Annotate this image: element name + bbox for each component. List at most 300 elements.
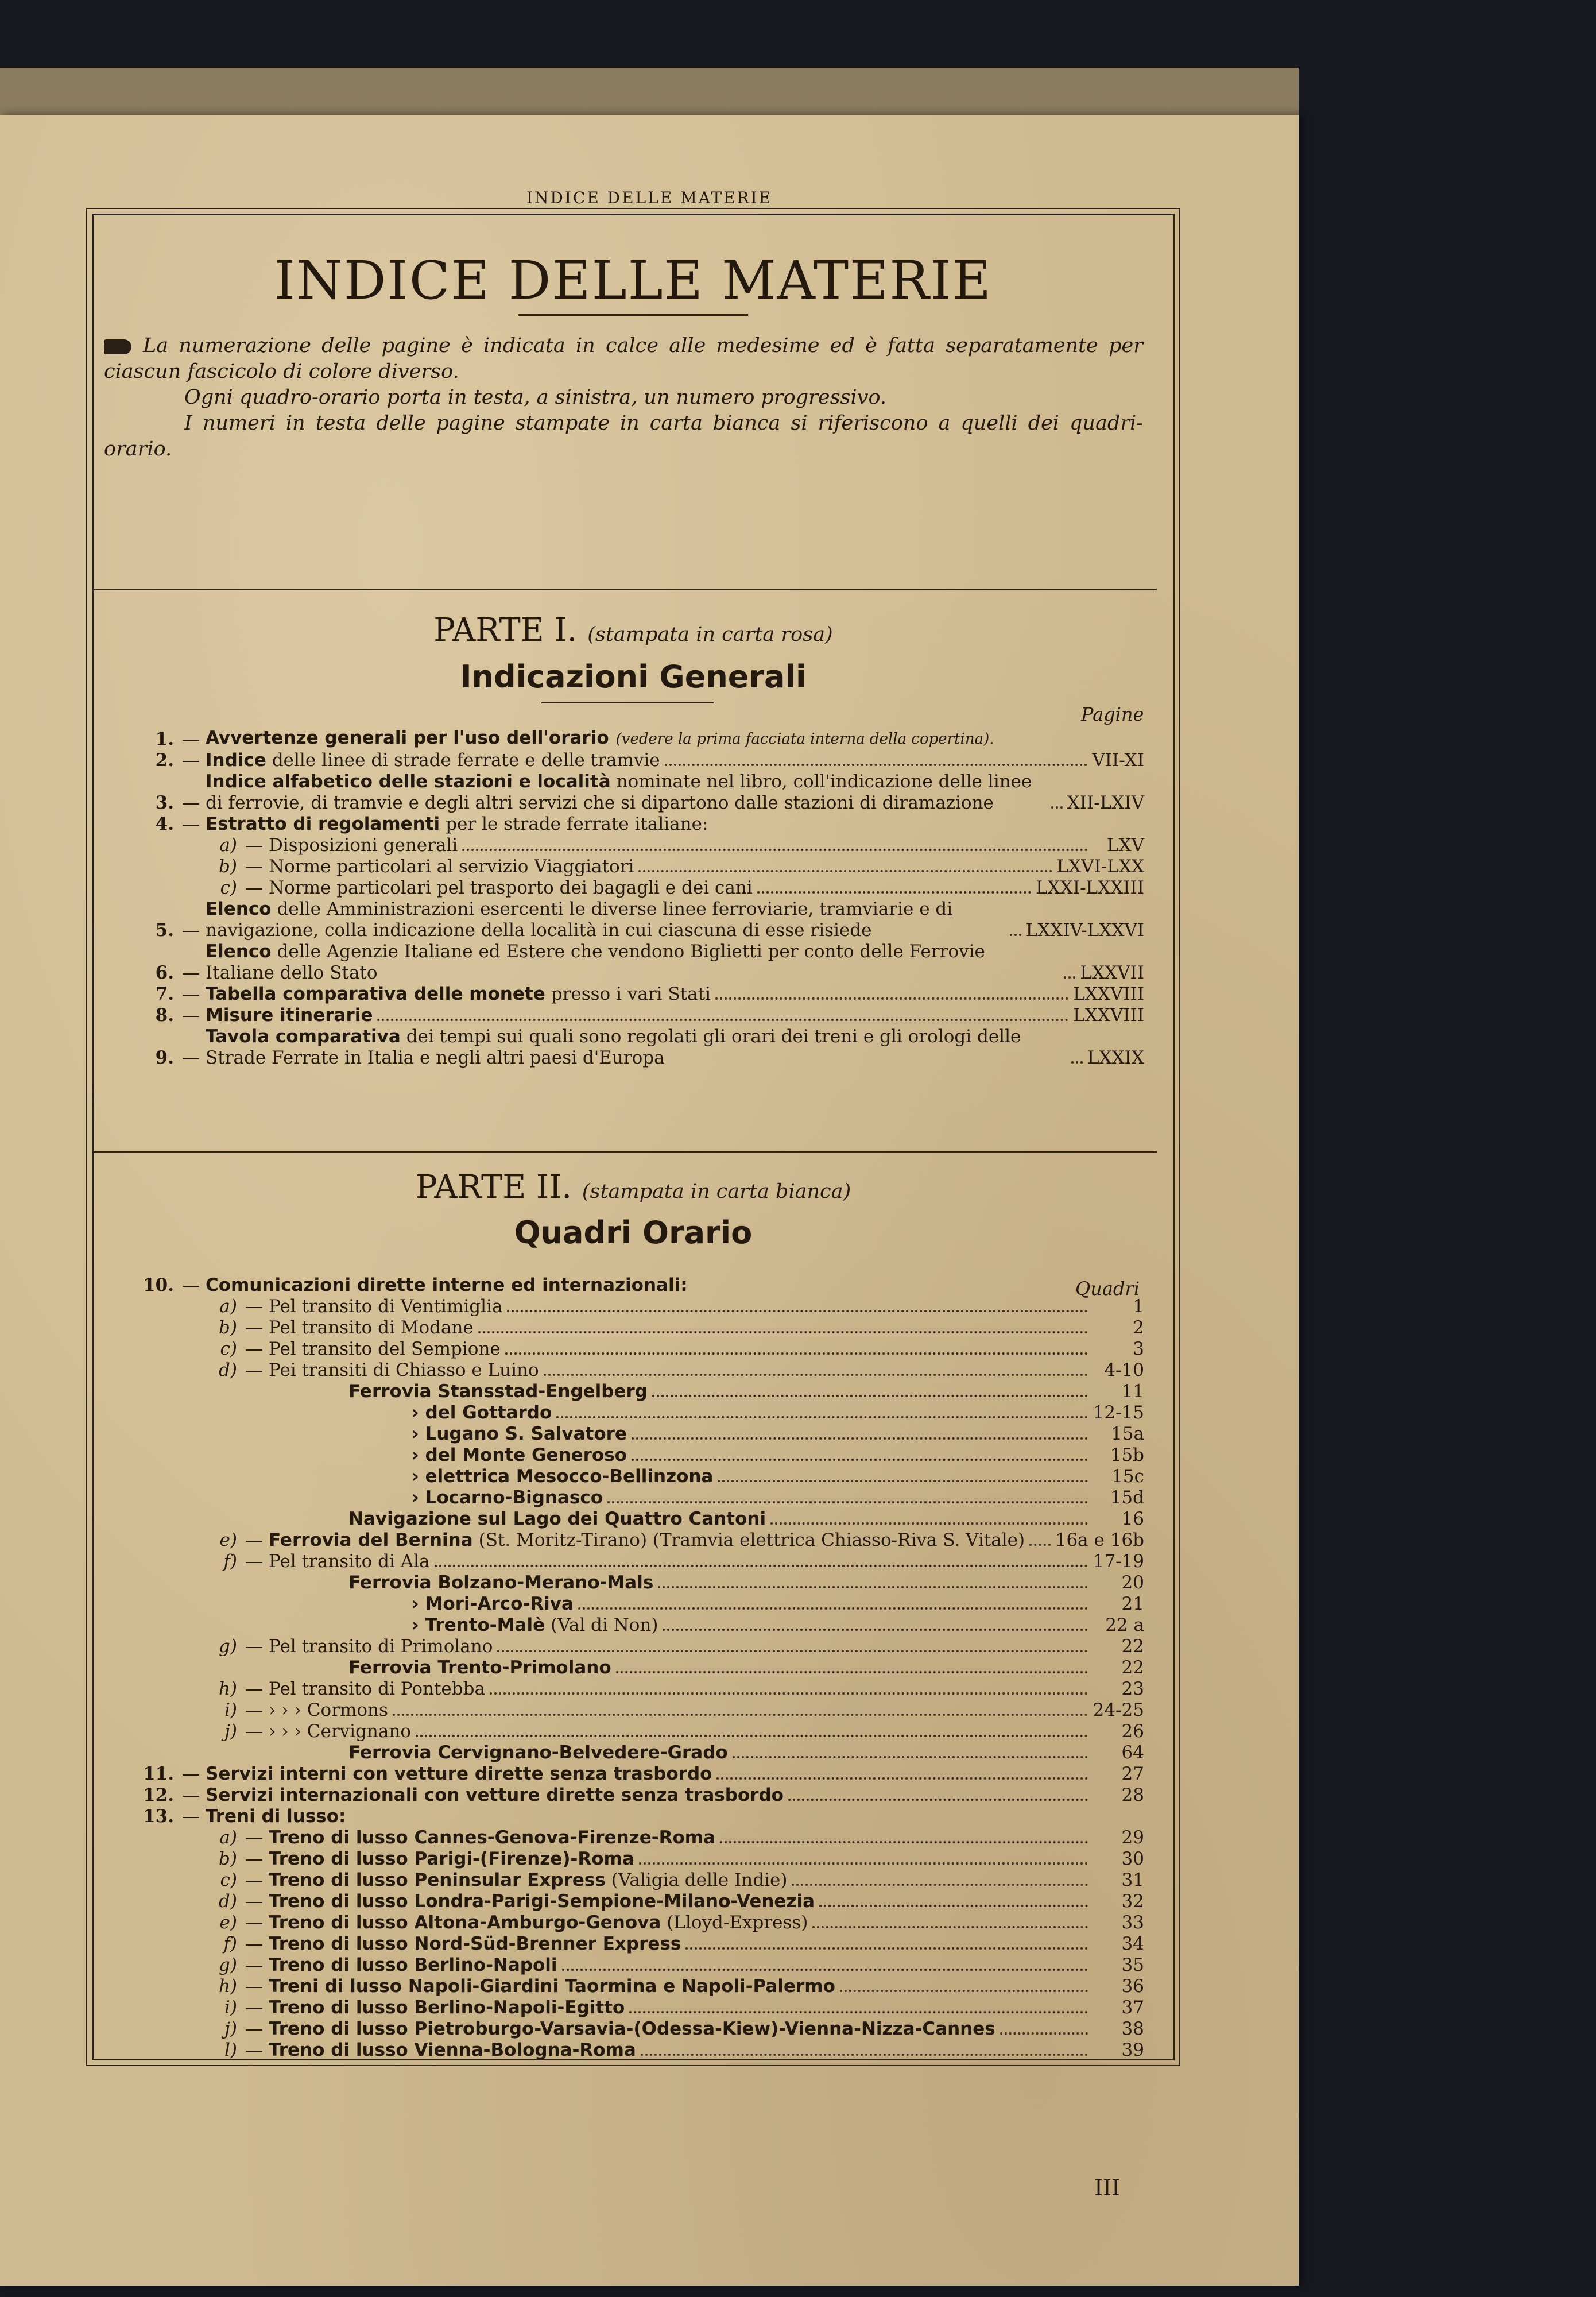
entry-number: c) [220, 1870, 237, 1890]
note-line-3: I numeri in testa delle pagine stampate in carta bianca si riferiscono a quelli dei quadri-orario. [104, 412, 1143, 461]
entry-body [269, 1870, 1093, 1891]
index-entry [94, 1827, 1144, 1849]
entry-text [269, 1317, 474, 1339]
part2-col-head: Quadri [1075, 1278, 1140, 1300]
dot-leader [435, 1565, 1088, 1567]
entry-body [269, 1827, 1093, 1849]
dot-leader [478, 1331, 1088, 1333]
entry-plain-text: presso i vari Stati [551, 984, 711, 1004]
entry-body [348, 1381, 1093, 1402]
entry-page-ref: LXXVIII [1073, 984, 1144, 1004]
entry-page-ref: 32 [1121, 1891, 1144, 1912]
entry-number: a) [219, 1296, 237, 1317]
entry-dash: — [245, 856, 263, 877]
index-entry [94, 2040, 1144, 2061]
index-entry [94, 1381, 1144, 1402]
entry-plain-text: (Val di Non) [551, 1615, 658, 1635]
part1-entries [94, 728, 1144, 1069]
entry-page-ref: 38 [1121, 2018, 1144, 2039]
entry-page-ref: 21 [1121, 1594, 1144, 1614]
entry-bold-text: › Trento-Malè [412, 1615, 545, 1635]
entry-number: c) [220, 877, 237, 898]
part2-section-title: Quadri Orario [514, 1215, 753, 1251]
dot-leader [629, 2011, 1088, 2013]
entry-page-ref: LXXIV-LXXVI [1025, 920, 1144, 941]
entry-body [269, 1912, 1093, 1933]
entry-dash: — [245, 1551, 263, 1572]
entry-text [269, 1339, 501, 1360]
entry-text [269, 1700, 388, 1721]
entry-number: i) [224, 1700, 237, 1720]
dot-leader [1051, 806, 1063, 809]
entry-dash: — [245, 877, 263, 898]
entry-page-ref: 2 [1133, 1317, 1144, 1338]
entry-number: h) [218, 1976, 237, 1997]
entry-text [269, 1296, 502, 1317]
index-entry [94, 856, 1144, 877]
index-entry [94, 941, 1144, 984]
dot-leader [685, 1947, 1088, 1950]
index-entry [94, 1026, 1144, 1069]
entry-body [206, 984, 1073, 1005]
entry-text [206, 814, 708, 835]
dot-leader [505, 1352, 1088, 1355]
entry-page-ref: LXXIX [1087, 1047, 1144, 1068]
entry-page-ref: 28 [1121, 1785, 1144, 1805]
dot-leader [792, 1884, 1088, 1886]
entry-dash: — [182, 814, 200, 834]
entry-bold-text: Treno di lusso Vienna-Bologna-Roma [269, 2040, 636, 2060]
entry-text [348, 1509, 766, 1530]
dot-leader [1029, 1544, 1051, 1546]
index-entry [94, 877, 1144, 899]
entry-text [269, 1827, 715, 1849]
entry-number: e) [219, 1530, 237, 1550]
index-entry [94, 1785, 1144, 1806]
entry-plain-text: delle Agenzie Italiane ed Estere che vendono Biglietti per conto delle Ferrovie Italiane dello Stato [206, 941, 985, 983]
entry-plain-text: Pel transito di Ventimiglia [269, 1296, 503, 1317]
index-entry [94, 1594, 1144, 1615]
entry-text [206, 1026, 1067, 1069]
entry-body [269, 1317, 1093, 1339]
entry-body [206, 771, 1067, 814]
dot-leader [1010, 934, 1021, 936]
entry-dash: — [182, 984, 200, 1004]
dot-leader [562, 1969, 1088, 1971]
dot-leader [733, 1756, 1088, 1758]
title-divider [518, 314, 748, 316]
entry-number: b) [219, 1317, 237, 1338]
entry-page-ref: 1 [1133, 1296, 1144, 1317]
index-entry [94, 1721, 1144, 1742]
index-entry [94, 1402, 1144, 1424]
pointing-hand-icon [104, 339, 131, 354]
entry-number: g) [219, 1636, 237, 1657]
entry-body [269, 1997, 1093, 2018]
index-entry [94, 1360, 1144, 1381]
dot-leader [507, 1310, 1088, 1312]
entry-bold-text: › del Monte Generoso [412, 1445, 627, 1465]
entry-page-ref: XII-LXIV [1067, 792, 1144, 813]
dot-leader [544, 1374, 1088, 1376]
entry-body [269, 1360, 1093, 1381]
index-entry [94, 1912, 1144, 1933]
part1-col-head: Pagine [1081, 703, 1144, 725]
entry-body [269, 1933, 1093, 1955]
entry-number: 3. [155, 792, 174, 813]
entry-text [206, 750, 660, 771]
dot-leader [715, 997, 1068, 1000]
entry-body [269, 2040, 1093, 2061]
index-entry [94, 1275, 1144, 1296]
dot-leader [377, 1019, 1068, 1021]
entry-dash: — [182, 920, 200, 941]
index-entry [94, 899, 1144, 941]
divider-2 [94, 1151, 1157, 1153]
entry-number: b) [219, 1849, 237, 1869]
entry-bold-text: Indice alfabetico delle stazioni e località [206, 771, 611, 792]
index-entry [94, 1339, 1144, 1360]
entry-body [269, 1976, 1093, 1997]
entry-text [269, 856, 634, 877]
entry-body [206, 814, 1093, 835]
dot-leader [658, 1586, 1088, 1588]
dot-leader [416, 1735, 1088, 1737]
entry-number: 8. [155, 1005, 174, 1026]
entry-text [348, 1487, 603, 1509]
dot-leader [1071, 1061, 1083, 1064]
dot-leader [641, 2054, 1088, 2056]
entry-page-ref: 15d [1110, 1487, 1144, 1508]
entry-dash: — [245, 1636, 263, 1657]
entry-body [348, 1402, 1093, 1424]
entry-text [269, 2018, 995, 2040]
dot-leader [632, 1437, 1088, 1440]
entry-text [269, 1679, 485, 1700]
index-entry [94, 1466, 1144, 1487]
entry-text [348, 1615, 658, 1636]
entry-page-ref: 15b [1110, 1445, 1144, 1465]
entry-dash: — [182, 729, 200, 749]
entry-plain-text: Pei transiti di Chiasso e Luino [269, 1360, 539, 1380]
index-entry [94, 1551, 1144, 1572]
entry-bold-text: Treni di lusso: [206, 1806, 346, 1827]
entry-text [269, 1955, 557, 1976]
index-entry [94, 835, 1144, 856]
entry-dash: — [245, 1891, 263, 1912]
entry-bold-text: Ferrovia Cervignano-Belvedere-Grado [348, 1742, 728, 1763]
entry-page-ref: LXXVIII [1073, 1005, 1144, 1026]
entry-dash: — [245, 1997, 263, 2018]
entry-dash: — [182, 962, 200, 983]
note-line-1: La numerazione delle pagine è indicata in calce alle medesime ed è fatta separatamente per ciascun fascicolo di colore diverso. [104, 334, 1143, 383]
entry-text [206, 1764, 712, 1785]
dot-leader [663, 1629, 1088, 1631]
index-entry [94, 1806, 1144, 1827]
entry-number: 13. [143, 1806, 174, 1827]
page-title: INDICE DELLE MATERIE [274, 250, 993, 311]
note-line-2: Ogni quadro-orario porta in testa, a sinistra, un numero progressivo. [184, 386, 887, 409]
entry-number: 10. [143, 1275, 174, 1296]
entry-body [269, 1530, 1055, 1551]
entry-page-ref: 35 [1121, 1955, 1144, 1975]
entry-plain-text: Norme particolari pel trasporto dei bagagli e dei cani [269, 877, 753, 898]
dot-leader [819, 1905, 1088, 1907]
entry-bold-text: Treno di lusso Berlino-Napoli-Egitto [269, 1997, 625, 2018]
entry-body [348, 1742, 1093, 1764]
entry-dash: — [245, 1976, 263, 1997]
entry-bold-text: Treno di lusso Londra-Parigi-Sempione-Milano-Venezia [269, 1891, 815, 1912]
dot-leader [639, 1862, 1088, 1865]
entry-body [348, 1487, 1093, 1509]
entry-dash: — [182, 1047, 200, 1068]
book-page [0, 115, 1299, 2286]
entry-body [269, 856, 1057, 877]
entry-body [206, 899, 1026, 941]
entry-bold-text: Treno di lusso Pietroburgo-Varsavia-(Odessa-Kiew)-Vienna-Nizza-Cannes [269, 2018, 995, 2039]
entry-bold-text: › del Gottardo [412, 1402, 552, 1423]
entry-page-ref: 34 [1121, 1933, 1144, 1954]
entry-page-ref: 39 [1121, 2040, 1144, 2060]
entry-body [269, 1339, 1093, 1360]
entry-bold-text: Treno di lusso Cannes-Genova-Firenze-Roma [269, 1827, 715, 1848]
entry-plain-text: dei tempi sui quali sono regolati gli orari dei treni e gli orologi delle Strade Ferrate in Italia e negli altri paesi d'Europa [206, 1026, 1021, 1068]
index-entry [94, 1572, 1144, 1594]
entry-number: 2. [155, 750, 174, 771]
index-entry [94, 1296, 1144, 1317]
entry-text [348, 1594, 574, 1615]
entry-bold-text: Treni di lusso Napoli-Giardini Taormina e Napoli-Palermo [269, 1976, 835, 1997]
dot-leader [632, 1459, 1088, 1461]
entry-bold-text: Elenco [206, 899, 272, 919]
entry-number: h) [218, 1679, 237, 1699]
dot-leader [757, 891, 1031, 894]
dot-leader [652, 1395, 1088, 1397]
entry-text [206, 728, 994, 750]
entry-page-ref: LXXI-LXXIII [1036, 877, 1144, 898]
entry-body [269, 2018, 1093, 2040]
index-entry [94, 728, 1144, 750]
dot-leader [616, 1671, 1088, 1673]
index-entry [94, 1615, 1144, 1636]
dot-leader [716, 1777, 1088, 1780]
index-entry [94, 1509, 1144, 1530]
index-entry [94, 1657, 1144, 1679]
entry-bold-text: Comunicazioni dirette interne ed internazionali: [206, 1275, 688, 1296]
part1-title-rule [541, 702, 714, 703]
entry-bold-text: Treno di lusso Altona-Amburgo-Genova [269, 1912, 661, 1933]
part2-heading: PARTE II. (stampata in carta bianca) [415, 1169, 851, 1206]
dot-leader [840, 1990, 1088, 1992]
entry-plain-text: per le strade ferrate italiane: [446, 814, 708, 834]
entry-page-ref: 27 [1121, 1764, 1144, 1784]
dot-leader [1064, 976, 1075, 979]
entry-dash: — [245, 1827, 263, 1848]
entry-body [348, 1424, 1093, 1445]
entry-text [269, 877, 753, 899]
entry-plain-text: Disposizioni generali [269, 835, 458, 856]
entry-page-ref: 22 a [1105, 1615, 1144, 1635]
dot-leader [607, 1501, 1088, 1503]
entry-bold-text: Tabella comparativa delle monete [206, 984, 545, 1004]
dot-leader [462, 849, 1088, 851]
entry-body [269, 1891, 1093, 1912]
entry-body [206, 750, 1092, 771]
entry-text [269, 1976, 835, 1997]
entry-plain-text: › › › Cervignano [269, 1721, 411, 1742]
entry-text [348, 1445, 627, 1466]
dot-leader [812, 1926, 1088, 1928]
entry-body [206, 1005, 1073, 1026]
index-entry [94, 1700, 1144, 1721]
entry-plain-text: › › › Cormons [269, 1700, 388, 1720]
entry-bold-text: Ferrovia Bolzano-Merano-Mals [348, 1572, 654, 1593]
entry-plain-text: (St. Moritz-Tirano) (Tramvia elettrica Chiasso-Riva S. Vitale) [478, 1530, 1025, 1550]
entry-plain-text: Pel transito del Sempione [269, 1339, 501, 1359]
entry-text [348, 1381, 648, 1402]
entry-dash: — [245, 1955, 263, 1975]
entry-body [269, 1636, 1093, 1657]
index-entry [94, 814, 1144, 835]
entry-number: 1. [155, 729, 174, 749]
entry-page-ref: 15a [1111, 1424, 1144, 1444]
entry-text [269, 1997, 625, 2018]
entry-dash: — [182, 1275, 200, 1296]
entry-bold-text: Servizi internazionali con vetture dirette senza trasbordo [206, 1785, 784, 1805]
entry-number: j) [224, 1721, 237, 1742]
entry-text [269, 1870, 787, 1891]
entry-dash: — [245, 2018, 263, 2039]
part1-section-title: Indicazioni Generali [460, 659, 807, 695]
entry-dash: — [182, 1005, 200, 1026]
entry-text [348, 1466, 713, 1487]
entry-bold-text: › Lugano S. Salvatore [412, 1424, 627, 1444]
entry-plain-text: Pel transito di Modane [269, 1317, 474, 1338]
entry-dash: — [245, 1849, 263, 1869]
entry-text [206, 984, 711, 1005]
entry-bold-text: Ferrovia Trento-Primolano [348, 1657, 611, 1678]
index-entry [94, 1530, 1144, 1551]
entry-text [206, 941, 1059, 984]
index-entry [94, 984, 1144, 1005]
entry-text [348, 1742, 728, 1764]
entry-number: d) [219, 1360, 237, 1380]
entry-bold-text: › Locarno-Bignasco [412, 1487, 603, 1508]
entry-text [206, 899, 1005, 941]
entry-number: 5. [155, 920, 174, 941]
index-entry [94, 1679, 1144, 1700]
entry-page-ref: 17-19 [1093, 1551, 1144, 1572]
entry-page-ref: 30 [1121, 1849, 1144, 1869]
entry-text [269, 1849, 634, 1870]
entry-body [348, 1509, 1093, 1530]
entry-page-ref: VII-XI [1092, 750, 1144, 771]
entry-text [269, 1636, 493, 1657]
entry-body [269, 1955, 1093, 1976]
entry-body [206, 1275, 1093, 1296]
entry-number: 7. [155, 984, 174, 1004]
entry-bold-text: Misure itinerarie [206, 1005, 373, 1026]
dot-leader [490, 1692, 1088, 1695]
entry-plain-text: (Valigia delle Indie) [611, 1870, 788, 1890]
dot-leader [665, 764, 1088, 766]
index-entry [94, 1933, 1144, 1955]
entry-body [206, 1026, 1087, 1069]
divider-1 [94, 589, 1157, 590]
entry-text [269, 1360, 539, 1381]
entry-number: 11. [143, 1764, 174, 1784]
entry-page-ref: 31 [1121, 1870, 1144, 1890]
entry-text [348, 1402, 552, 1424]
entry-dash: — [245, 1721, 263, 1742]
entry-body [269, 877, 1036, 899]
dot-leader [578, 1607, 1088, 1610]
entry-bold-text: Treno di lusso Peninsular Express [269, 1870, 606, 1890]
entry-dash: — [245, 1296, 263, 1317]
entry-note: (vedere la prima facciata interna della copertina). [615, 730, 994, 748]
entry-text [206, 1275, 688, 1296]
entry-body [269, 1551, 1093, 1572]
entry-body [348, 1615, 1093, 1636]
entry-page-ref: 22 [1121, 1657, 1144, 1678]
entry-bold-text: Ferrovia del Bernina [269, 1530, 473, 1550]
entry-dash: — [245, 1912, 263, 1933]
index-entry [94, 1976, 1144, 1997]
entry-dash: — [245, 2040, 263, 2060]
entry-bold-text: › elettrica Mesocco-Bellinzona [412, 1466, 714, 1487]
index-entry [94, 1955, 1144, 1976]
part1-heading: PARTE I. (stampata in carta rosa) [433, 612, 833, 649]
entry-body [206, 1806, 1093, 1827]
entry-bold-text: Navigazione sul Lago dei Quattro Cantoni [348, 1509, 766, 1529]
index-entry [94, 1317, 1144, 1339]
entry-page-ref: 4-10 [1104, 1360, 1144, 1380]
entry-bold-text: Servizi interni con vetture dirette senza trasbordo [206, 1764, 712, 1784]
entry-number: a) [219, 835, 237, 856]
index-entry [94, 1445, 1144, 1466]
entry-body [348, 1466, 1093, 1487]
entry-text [206, 771, 1047, 814]
entry-dash: — [245, 1700, 263, 1720]
entry-dash: — [245, 1360, 263, 1380]
index-entry [94, 1424, 1144, 1445]
entry-number: d) [219, 1891, 237, 1912]
entry-plain-text: Norme particolari al servizio Viaggiatori [269, 856, 634, 877]
entry-text [269, 835, 458, 856]
entry-bold-text: Elenco [206, 941, 272, 962]
entry-plain-text: delle Amministrazioni esercenti le diverse linee ferroviarie, tramviarie e di navigazione, colla indicazione della località in cui ciascuna di esse risiede [206, 899, 953, 941]
entry-body [269, 835, 1093, 856]
entry-dash: — [245, 1870, 263, 1890]
entry-number: e) [219, 1912, 237, 1933]
entry-number: i) [224, 1997, 237, 2018]
entry-body [269, 1679, 1093, 1700]
entry-page-ref: 16a e 16b [1055, 1530, 1144, 1550]
entry-dash: — [182, 792, 200, 813]
entry-bold-text: Treno di lusso Berlino-Napoli [269, 1955, 557, 1975]
entry-number: 12. [143, 1785, 174, 1805]
dot-leader [393, 1714, 1088, 1716]
index-entry [94, 1742, 1144, 1764]
entry-page-ref: LXXVII [1080, 962, 1144, 983]
entry-body [348, 1572, 1093, 1594]
entry-plain-text: Pel transito di Primolano [269, 1636, 493, 1657]
entry-number: l) [224, 2040, 237, 2060]
entry-page-ref: 24-25 [1093, 1700, 1144, 1720]
index-entry [94, 1870, 1144, 1891]
entry-bold-text: Tavola comparativa [206, 1026, 401, 1047]
index-entry [94, 750, 1144, 771]
